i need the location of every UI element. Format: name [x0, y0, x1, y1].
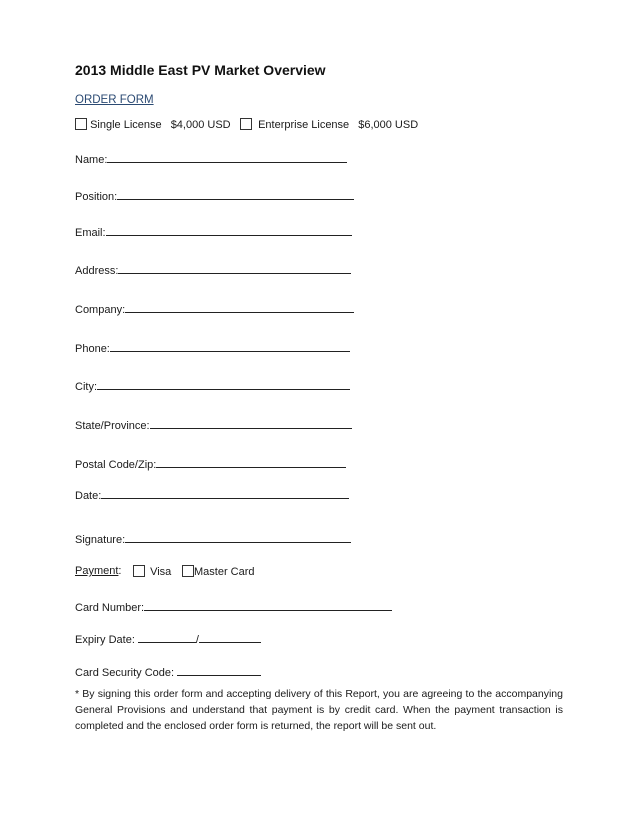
state-input-line[interactable]: [150, 419, 352, 429]
state-label: State/Province:: [75, 420, 150, 432]
address-label: Address:: [75, 265, 119, 277]
signature-label: Signature:: [75, 534, 126, 546]
enterprise-license-price: $6,000 USD: [358, 119, 419, 131]
email-field: [75, 226, 352, 239]
address-field: [75, 264, 351, 277]
page-title: 2013 Middle East PV Market Overview: [75, 62, 326, 78]
terms-note: * By signing this order form and accepting delivery of this Report, you are agreeing to the accompanying General Provisions and understand that payment is by credit card. When the payment transaction is completed and the enclosed order form is returned, the report will be sent out.: [75, 688, 563, 732]
expiry-month-line[interactable]: [138, 633, 196, 643]
visa-label: Visa: [150, 566, 172, 578]
mastercard-label: Master Card: [194, 566, 255, 578]
payment-label: Payment: [75, 565, 119, 577]
phone-label: Phone:: [75, 343, 110, 355]
email-input-line[interactable]: [106, 226, 352, 236]
expiry-year-line[interactable]: [199, 633, 261, 643]
postal-label: Postal Code/Zip:: [75, 459, 157, 471]
signature-field: [75, 533, 351, 546]
address-input-line[interactable]: [118, 264, 351, 274]
security-code-input-line[interactable]: [177, 666, 261, 676]
enterprise-license-label: Enterprise License: [258, 119, 350, 131]
signature-input-line[interactable]: [125, 533, 351, 543]
position-input-line[interactable]: [117, 190, 354, 200]
phone-field: [75, 342, 350, 355]
mastercard-checkbox[interactable]: [182, 565, 194, 577]
mastercard-option[interactable]: [182, 565, 255, 578]
phone-input-line[interactable]: [110, 342, 350, 352]
name-input-line[interactable]: [107, 153, 347, 163]
date-input-line[interactable]: [101, 489, 349, 499]
visa-option[interactable]: [133, 565, 171, 578]
position-field: [75, 190, 354, 203]
date-field: [75, 489, 349, 502]
city-field: [75, 380, 350, 393]
date-label: Date:: [75, 490, 102, 502]
expiry-label: Expiry Date:: [75, 634, 135, 646]
enterprise-license-checkbox[interactable]: [240, 118, 252, 130]
email-label: Email:: [75, 227, 106, 239]
company-field: [75, 303, 354, 316]
card-number-field: [75, 601, 392, 614]
payment-row: [75, 565, 121, 577]
order-form-heading: ORDER FORM: [75, 94, 154, 106]
security-code-field: [75, 666, 261, 679]
card-number-label: Card Number:: [75, 602, 145, 614]
position-label: Position:: [75, 191, 118, 203]
expiry-separator: /: [195, 634, 199, 646]
expiry-field: [75, 633, 261, 646]
company-label: Company:: [75, 304, 126, 316]
visa-checkbox[interactable]: [133, 565, 145, 577]
single-license-price: $4,000 USD: [170, 119, 231, 131]
name-label: Name:: [75, 154, 108, 166]
enterprise-license-option[interactable]: [240, 118, 418, 131]
name-field: [75, 153, 347, 166]
payment-colon: :: [118, 565, 122, 577]
single-license-label: Single License: [90, 119, 162, 131]
single-license-checkbox[interactable]: [75, 118, 87, 130]
city-label: City:: [75, 381, 97, 393]
single-license-option[interactable]: [75, 118, 231, 131]
postal-input-line[interactable]: [156, 458, 346, 468]
card-number-input-line[interactable]: [144, 601, 392, 611]
state-field: [75, 419, 352, 432]
security-code-label: Card Security Code:: [75, 667, 175, 679]
postal-field: [75, 458, 346, 471]
city-input-line[interactable]: [97, 380, 350, 390]
company-input-line[interactable]: [125, 303, 354, 313]
